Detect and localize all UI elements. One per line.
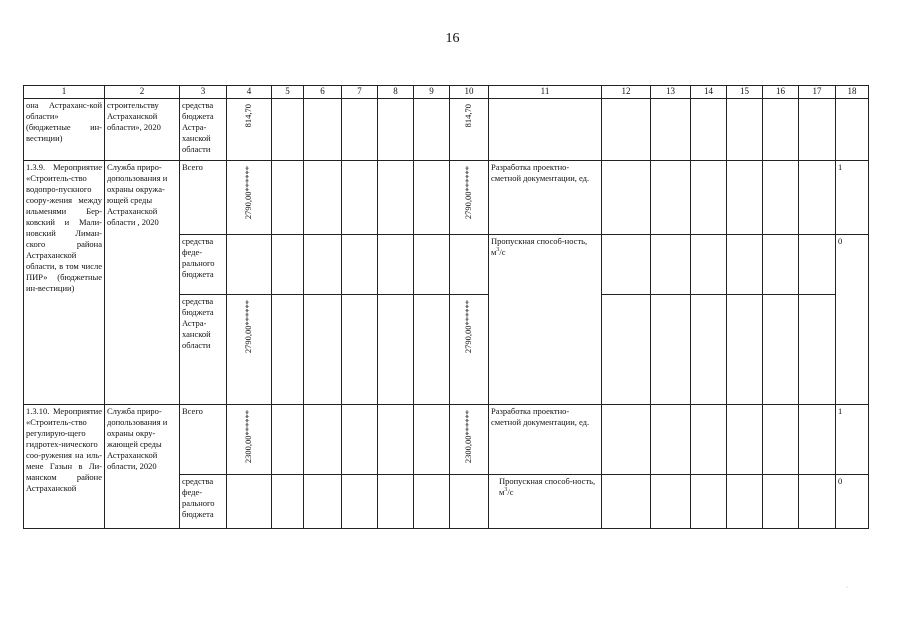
table-row bbox=[24, 160, 869, 234]
event-cell: 1.3.9. Мероприятие «Строитель-ство водопро-пускного соору-жения между ильменями Бер-ковский и Мали-новский Лиман-ского района Астраханской области, в том числе ПИР» (бюджетные ин-вестиции) bbox=[24, 160, 105, 404]
col-header-13: 13 bbox=[651, 86, 691, 99]
scan-mark: · bbox=[846, 585, 848, 591]
col-header-6: 6 bbox=[304, 86, 342, 99]
indicator-cell: Пропускная способ-ность, $м^3/с$ bbox=[489, 474, 602, 528]
col-header-9: 9 bbox=[414, 86, 450, 99]
amount-col10-cell bbox=[450, 160, 489, 234]
funding-source-cell: средства феде-рального бюджета bbox=[180, 234, 227, 294]
col-header-4: 4 bbox=[227, 86, 272, 99]
col-header-18: 18 bbox=[836, 86, 869, 99]
col-header-10: 10 bbox=[450, 86, 489, 99]
indicator-cell: Разработка проектно-сметной документации, ед. bbox=[489, 160, 602, 234]
indicator-cell: Разработка проектно-сметной документации, ед. bbox=[489, 404, 602, 474]
executor-cell: Служба приро-допользования и охраны окружа-ющей среды Астраханской области , 2020 bbox=[105, 160, 180, 404]
header-row bbox=[24, 86, 869, 99]
col-header-14: 14 bbox=[691, 86, 727, 99]
amount-col4-cell bbox=[227, 98, 272, 160]
amount-col4-cell bbox=[227, 160, 272, 234]
col-header-1: 1 bbox=[24, 86, 105, 99]
col-header-15: 15 bbox=[727, 86, 763, 99]
amount-col10-cell bbox=[450, 404, 489, 474]
amount-col10-value: 2300,00****** bbox=[463, 409, 474, 463]
col-header-16: 16 bbox=[763, 86, 799, 99]
amount-col10-cell bbox=[450, 98, 489, 160]
indicator-value-cell: 0 bbox=[836, 234, 869, 404]
budget-table bbox=[23, 85, 869, 529]
col-header-8: 8 bbox=[378, 86, 414, 99]
executor-cell: строительству Астраханской области», 2020 bbox=[105, 98, 180, 160]
indicator-value-cell: 0 bbox=[836, 474, 869, 528]
funding-source-cell: Всего bbox=[180, 160, 227, 234]
funding-source-cell: средства феде-рального бюджета bbox=[180, 474, 227, 528]
page-number: 16 bbox=[445, 31, 460, 46]
amount-col4-value: 2790,00****** bbox=[243, 299, 254, 353]
amount-col4-cell bbox=[227, 294, 272, 404]
table-row bbox=[24, 98, 869, 160]
funding-source-cell: Всего bbox=[180, 404, 227, 474]
col-header-12: 12 bbox=[602, 86, 651, 99]
table-row bbox=[24, 404, 869, 474]
amount-col10-value: 2790,00****** bbox=[463, 299, 474, 353]
amount-col4-cell bbox=[227, 404, 272, 474]
col-header-17: 17 bbox=[799, 86, 836, 99]
amount-col10-value: 814,70 bbox=[463, 103, 474, 128]
funding-source-cell: средства бюджета Астра-ханской области bbox=[180, 294, 227, 404]
col-header-11: 11 bbox=[489, 86, 602, 99]
funding-source-cell: средства бюджета Астра-ханской области bbox=[180, 98, 227, 160]
event-cell: 1.3.10. Мероприятие «Строитель-ство регулирую-щего гидротех-нического соо-ружения на иль-мене Газын в Ли-манском районе Астраханской bbox=[24, 404, 105, 528]
indicator-cell: Пропускная способ-ность, $м^3/с$ bbox=[489, 234, 602, 404]
amount-col10-value: 2790,00****** bbox=[463, 165, 474, 219]
indicator-value-cell: 1 bbox=[836, 160, 869, 234]
amount-col4-value: 2790,00****** bbox=[243, 165, 254, 219]
col-header-3: 3 bbox=[180, 86, 227, 99]
indicator-value-cell: 1 bbox=[836, 404, 869, 474]
col-header-2: 2 bbox=[105, 86, 180, 99]
amount-col4-value: 2300,00****** bbox=[243, 409, 254, 463]
col-header-7: 7 bbox=[342, 86, 378, 99]
event-cell: она Астраханс-кой области» (бюджетные ин-вестиции) bbox=[24, 98, 105, 160]
amount-col10-cell bbox=[450, 294, 489, 404]
amount-col4-value: 814,70 bbox=[243, 103, 254, 128]
executor-cell: Служба приро-допользования и охраны окру-жающей среды Астраханской области, 2020 bbox=[105, 404, 180, 528]
col-header-5: 5 bbox=[272, 86, 304, 99]
